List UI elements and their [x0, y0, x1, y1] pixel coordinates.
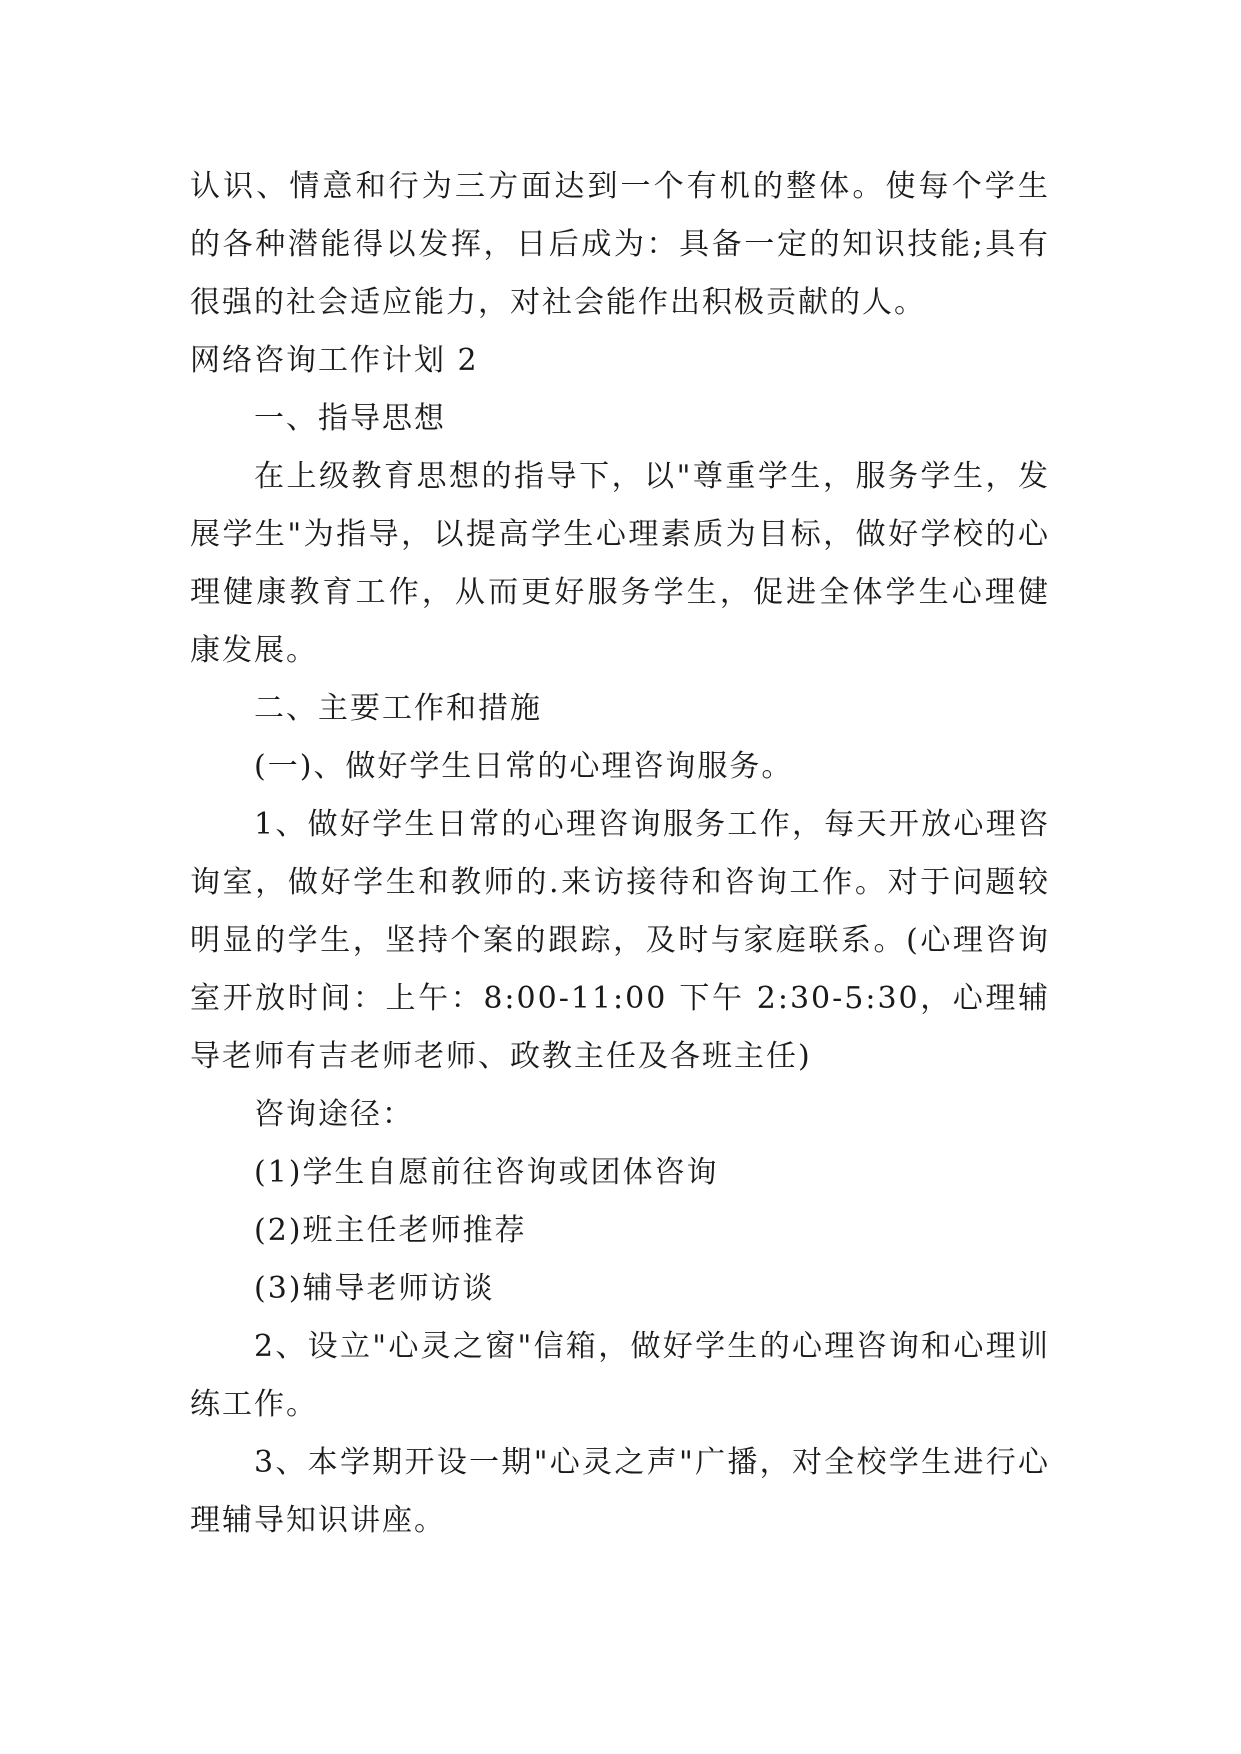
section-title: 网络咨询工作计划 2 [190, 343, 479, 378]
subheading-daily-counseling: (一)、做好学生日常的心理咨询服务。 [254, 749, 794, 784]
paragraph-intro-continuation: 认识、情意和行为三方面达到一个有机的整体。使每个学生的各种潜能得以发挥，日后成为：具备一定的知识技能;具有很强的社会适应能力，对社会能作出积极贡献的人。 [190, 169, 1050, 320]
paragraph-item-1: 1、做好学生日常的心理咨询服务工作，每天开放心理咨询室，做好学生和教师的.来访接待和咨询工作。对于问题较明显的学生，坚持个案的跟踪，及时与家庭联系。(心理咨询室开放时间：上午：8:00-11:00 下午 2:30-5:30，心理辅导老师有吉老师老师、政教主任及各班主任) [190, 807, 1050, 1074]
paragraph-guiding-ideology: 在上级教育思想的指导下，以"尊重学生，服务学生，发展学生"为指导，以提高学生心理素质为目标，做好学校的心理健康教育工作，从而更好服务学生，促进全体学生心理健康发展。 [190, 459, 1050, 668]
document-body [190, 158, 1050, 1550]
paragraph-item-3: 3、本学期开设一期"心灵之声"广播，对全校学生进行心理辅导知识讲座。 [190, 1445, 1050, 1538]
heading-main-work: 二、主要工作和措施 [254, 691, 542, 726]
list-item-channel-1: (1)学生自愿前往咨询或团体咨询 [254, 1155, 719, 1190]
list-item-channel-3: (3)辅导老师访谈 [254, 1271, 495, 1306]
paragraph-item-2: 2、设立"心灵之窗"信箱，做好学生的心理咨询和心理训练工作。 [190, 1329, 1050, 1422]
list-item-channel-2: (2)班主任老师推荐 [254, 1213, 527, 1248]
label-counseling-channels: 咨询途径： [254, 1097, 414, 1132]
heading-guiding-ideology: 一、指导思想 [254, 401, 446, 436]
